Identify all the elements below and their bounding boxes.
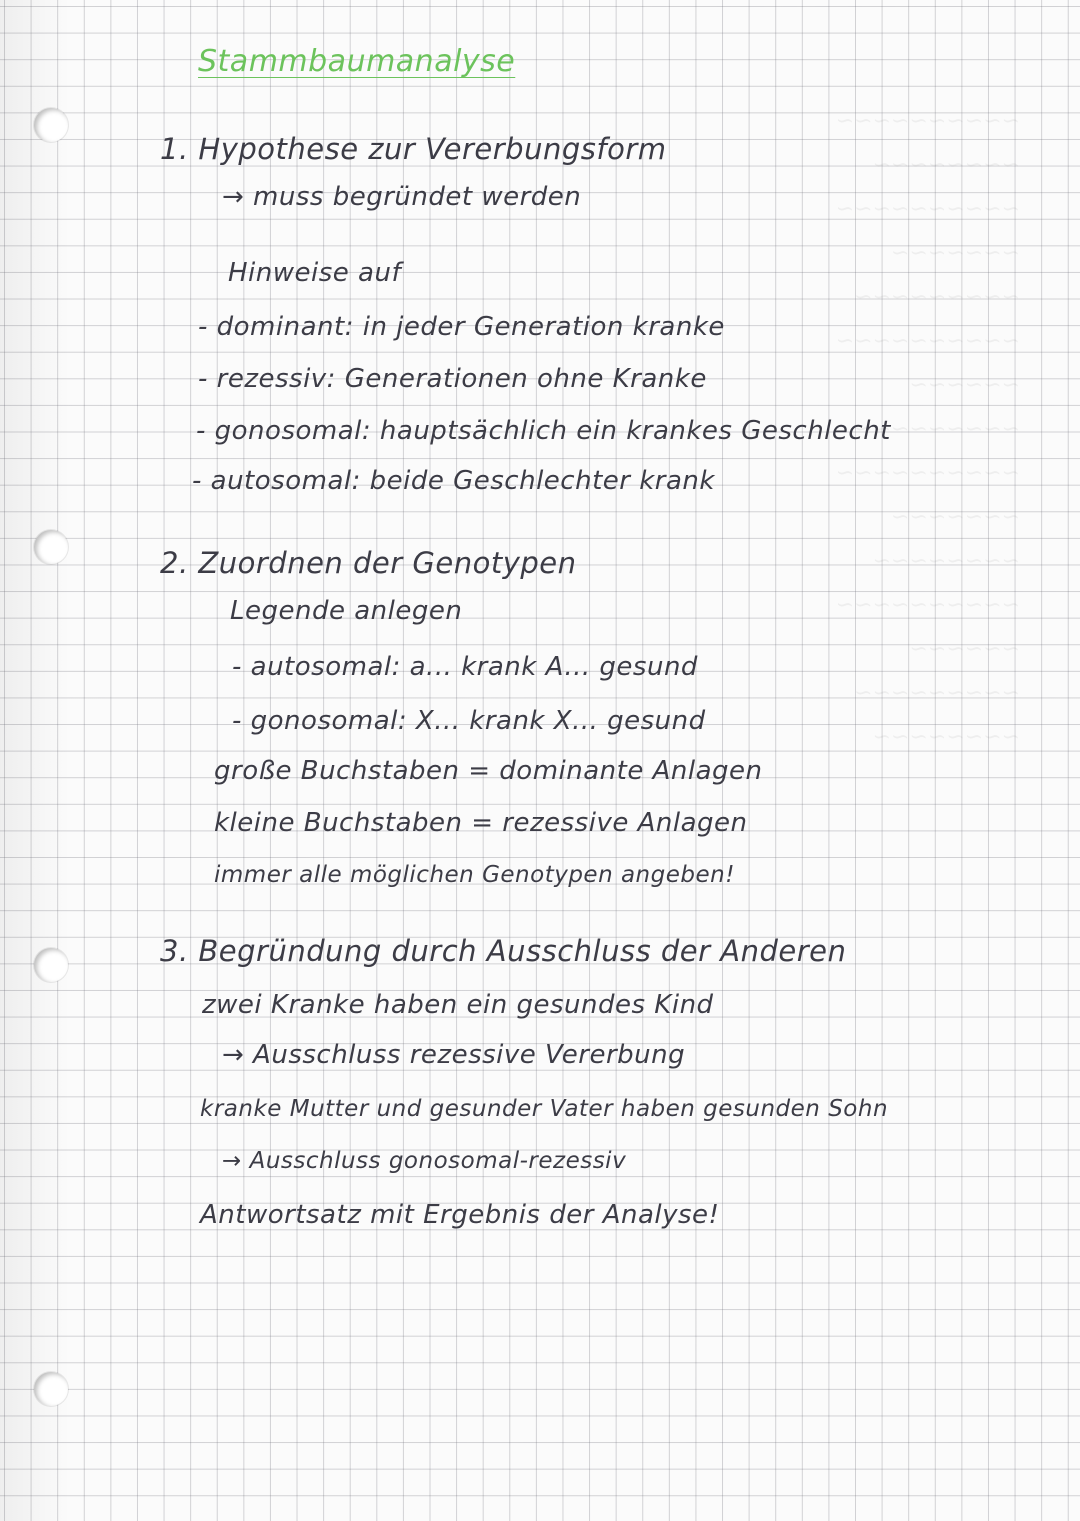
bleed-through-texture: ~~~~~~~~~~ ~~~~~~~~ ~~~~~~~~~~ ~~~~~~~ ~~~~~~~~~ ~~~~~~~~~~ ~~~~~~ ~~~~~~~~~ ~~~~~~~~~~ ~~~~~~~ ~~~~~~~~ ~~~~~~~~~~ ~~~~~~ ~~~~~~~~~ ~~~~~~~~ bbox=[835, 109, 1020, 750]
punch-hole bbox=[34, 530, 68, 564]
note-line: immer alle möglichen Genotypen angeben! bbox=[214, 862, 735, 888]
note-line: kranke Mutter und gesunder Vater haben gesunden Sohn bbox=[200, 1096, 889, 1122]
note-line: - gonosomal: hauptsächlich ein krankes Geschlecht bbox=[196, 416, 891, 446]
note-line: - gonosomal: X... krank X... gesund bbox=[232, 706, 706, 736]
note-line: → muss begründet werden bbox=[222, 182, 582, 212]
note-line: Hinweise auf bbox=[228, 258, 402, 288]
note-line: zwei Kranke haben ein gesundes Kind bbox=[202, 990, 714, 1020]
section-heading: 1. Hypothese zur Vererbungsform bbox=[160, 132, 667, 166]
note-line: - autosomal: beide Geschlechter krank bbox=[192, 466, 715, 496]
section-heading: 2. Zuordnen der Genotypen bbox=[160, 546, 577, 580]
note-line: große Buchstaben = dominante Anlagen bbox=[214, 756, 763, 786]
note-line: → Ausschluss rezessive Vererbung bbox=[222, 1040, 686, 1070]
note-line: Antwortsatz mit Ergebnis der Analyse! bbox=[200, 1200, 720, 1230]
punch-hole bbox=[34, 1372, 68, 1406]
note-line: - autosomal: a... krank A... gesund bbox=[232, 652, 698, 682]
note-line: - dominant: in jeder Generation kranke bbox=[198, 312, 725, 342]
section-heading: 3. Begründung durch Ausschluss der Anderen bbox=[160, 934, 847, 968]
note-line: → Ausschluss gonosomal-rezessiv bbox=[222, 1148, 627, 1174]
punch-hole bbox=[34, 108, 68, 142]
note-line: Legende anlegen bbox=[230, 596, 463, 626]
page-title: Stammbaumanalyse bbox=[198, 44, 516, 79]
punch-hole bbox=[34, 948, 68, 982]
page-margin bbox=[0, 0, 70, 1521]
note-line: kleine Buchstaben = rezessive Anlagen bbox=[214, 808, 748, 838]
note-line: - rezessiv: Generationen ohne Kranke bbox=[198, 364, 707, 394]
